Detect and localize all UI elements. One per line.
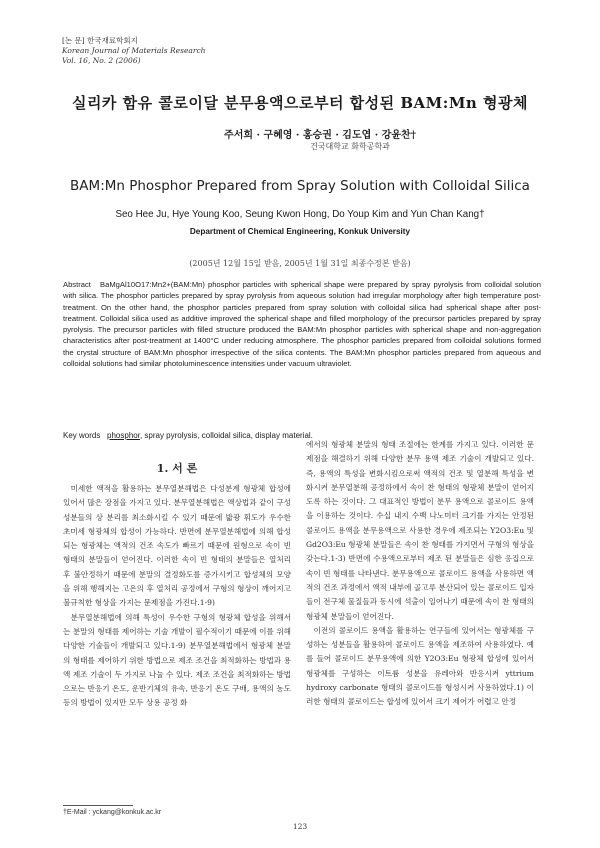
body-paragraph: 미세한 액적을 활용하는 분무열분해법은 다성분계 형광체 합성에 있어서 많은 장점을 가지고 있다. 분무열분해법은 액상법과 같이 구성 성분들의 상 분리를 최소화시킬 수 있기 때문에 밟광 휘도가 우수한 초미세 형광체의 합성이 가능하다. 반면에 분무열분해법에 의해 합성되는 형광체는 액적의 건조 속도가 빠르기 때문에 원형으로 속이 빈 형태의 분말들이 얻어진다. 이러한 속이 빈 형태의 분말들은 열처리 후 불안정하기 때문에 분말의 결정화도를 증가시키고 합성체의 모양을 위해 행해지는 고온의 후 열처리 공정에서 구형의 형상이 깨어지고 불규칙한 형상을 가지는 문제점을 가진다.1-9) [63, 484, 291, 608]
received-dates: (2005년 12월 15일 받음, 2005년 1월 31일 최종수정본 받음) [189, 259, 411, 268]
left-column [63, 462, 291, 711]
keywords-label: Key words [63, 431, 101, 440]
footnote-divider [63, 805, 133, 806]
right-column [306, 438, 534, 710]
section-heading-introduction: 1. 서 론 [156, 462, 198, 475]
title-korean: 실리카 함유 콜로이달 분무용액으로부터 합성된 BAM:Mn 형광체 [71, 94, 529, 112]
keyword-phosphor: phosphor [107, 431, 140, 440]
title-english: BAM:Mn Phosphor Prepared from Spray Solution with Colloidal Silica [70, 178, 530, 194]
affiliation-english: Department of Chemical Engineering, Konkuk University [189, 227, 411, 236]
journal-en-name: Korean Journal of Materials Research [62, 46, 206, 55]
abstract-label: Abstract [63, 280, 91, 289]
body-paragraph: 이전의 콜로이드 용액을 활용하는 연구들에 있어서는 형광체를 구성하는 성분들을 활용하여 콜로이드 용액을 제조하여 사용하였다. 예를 들어 콜로이드 분무용액에 의한 Y2O3:Eu 형광체 합성에 있어서 형광체를 구성하는 이트륨 성분을 유레아와 반응시켜 yttrium hydroxy carbonate 형태의 콜로이드를 형성시켜 사용하였다.1) 이러한 형태의 콜로이드는 합성에 있어서 크기 제어가 어렵고 안정 [306, 625, 534, 707]
body-paragraph: 분무열분해법에 의해 특성이 우수한 구형의 형광체 합성을 위해서는 분말의 형태를 제어하는 기술 개발이 필수적이기 때문에 이를 위해 다양한 기술들이 개발되고 있다.1-9) 분무열분해법에서 형광체 분말의 형태를 제어하기 위한 방법으로 제조 조건을 최적화하는 방법과 용액 제조 기술이 두 가지로 나눌 수 있다. 제조 조건을 최적화하는 방법으로는 반응기 온도, 운반기체의 유속, 반응기 온도 구배, 용액의 농도 등의 방법이 있지만 모두 상용 공정 화 [63, 612, 291, 708]
page-number: 123 [292, 822, 308, 831]
authors-korean: 주서희 · 구혜영 · 홍승권 · 김도엽 · 강윤찬† [224, 130, 416, 141]
body-paragraph: 에서의 형광체 분말의 형태 조절에는 한계를 가지고 있다. 이러한 문제점을 해결하기 위해 다양한 분무 용액 제조 기술이 개발되고 있다. 즉, 용액의 특성을 변화시킴으로써 액적의 건조 및 열분해 특성을 변화시켜 분무열분해 공정하에서 속이 찬 형태의 형광체 분말이 얻어지도록 하는 것이다. 그 대표적인 방법이 분무 용액으로 콜로이드 용액을 이용하는 것이다. 수십 내지 수백 나노미터 크기를 가지는 안정된 콜로이드 용액을 분무용액으로 사용한 경우에 제조되는 Y2O3:Eu 및 Gd2O3:Eu 형광체 분말들은 속이 찬 형태를 가지면서 구형의 형상을 갖는다.1-3) 반면에 수용액으로부터 제조 된 분말들은 심한 응집으로 속이 빈 형태를 나타낸다. 분무용액으로 콜로이드 용액을 사용하면 액적의 건조 과정에서 액적 내부에 골고루 분산되어 있는 콜로이드 입자들이 전구체 물질들과 동시에 석출이 일어나기 때문에 속이 찬 형태의 형광체 분말들이 얻어진다. [306, 440, 534, 621]
journal-kr-name: [논 문] 한국재료학회지 [62, 36, 138, 45]
journal-header [62, 36, 205, 66]
affiliation-korean: 건국대학교 화학공학과 [310, 142, 390, 151]
abstract-text: BaMgAl10O17:Mn2+(BAM:Mn) phosphor particles with spherical shape were prepared by spray pyrolysis from colloidal solution with silica. The phosphor particles prepared by spray pyrolysis from aqueous solution had irregular morphology after high temperature post-treatment. On the other hand, the phosphor particles prepared from spray solution with colloidal silica had spherical shape after post-treatment. Colloidal silica used as additive improved the spherical shape and filled morphology of the precursor particles prepared by spray pyrolysis. The precursor particles with filled structure produced the BAM:Mn phosphor particles with spherical shape and non-aggregation characteristics after post-treatment at 1400°C under reducing atmosphere. The phosphor particles prepared from colloidal solutions formed the crystal structure of BAM:Mn phosphor irrespective of the silica contents. The BAM:Mn phosphor particles prepared from aqueous and colloidal solutions had similar photoluminescence intensities under vacuum ultraviolet. [63, 280, 541, 369]
footnote-email: †E-Mail : yckang@konkuk.ac.kr [63, 809, 162, 816]
abstract [63, 279, 541, 369]
keywords-rest: , spray pyrolysis, colloidal silica, display material. [139, 431, 313, 440]
journal-volume: Vol. 16, No. 2 (2006) [62, 56, 141, 65]
authors-english: Seo Hee Ju, Hye Young Koo, Seung Kwon Hong, Do Youp Kim and Yun Chan Kang† [115, 209, 485, 220]
